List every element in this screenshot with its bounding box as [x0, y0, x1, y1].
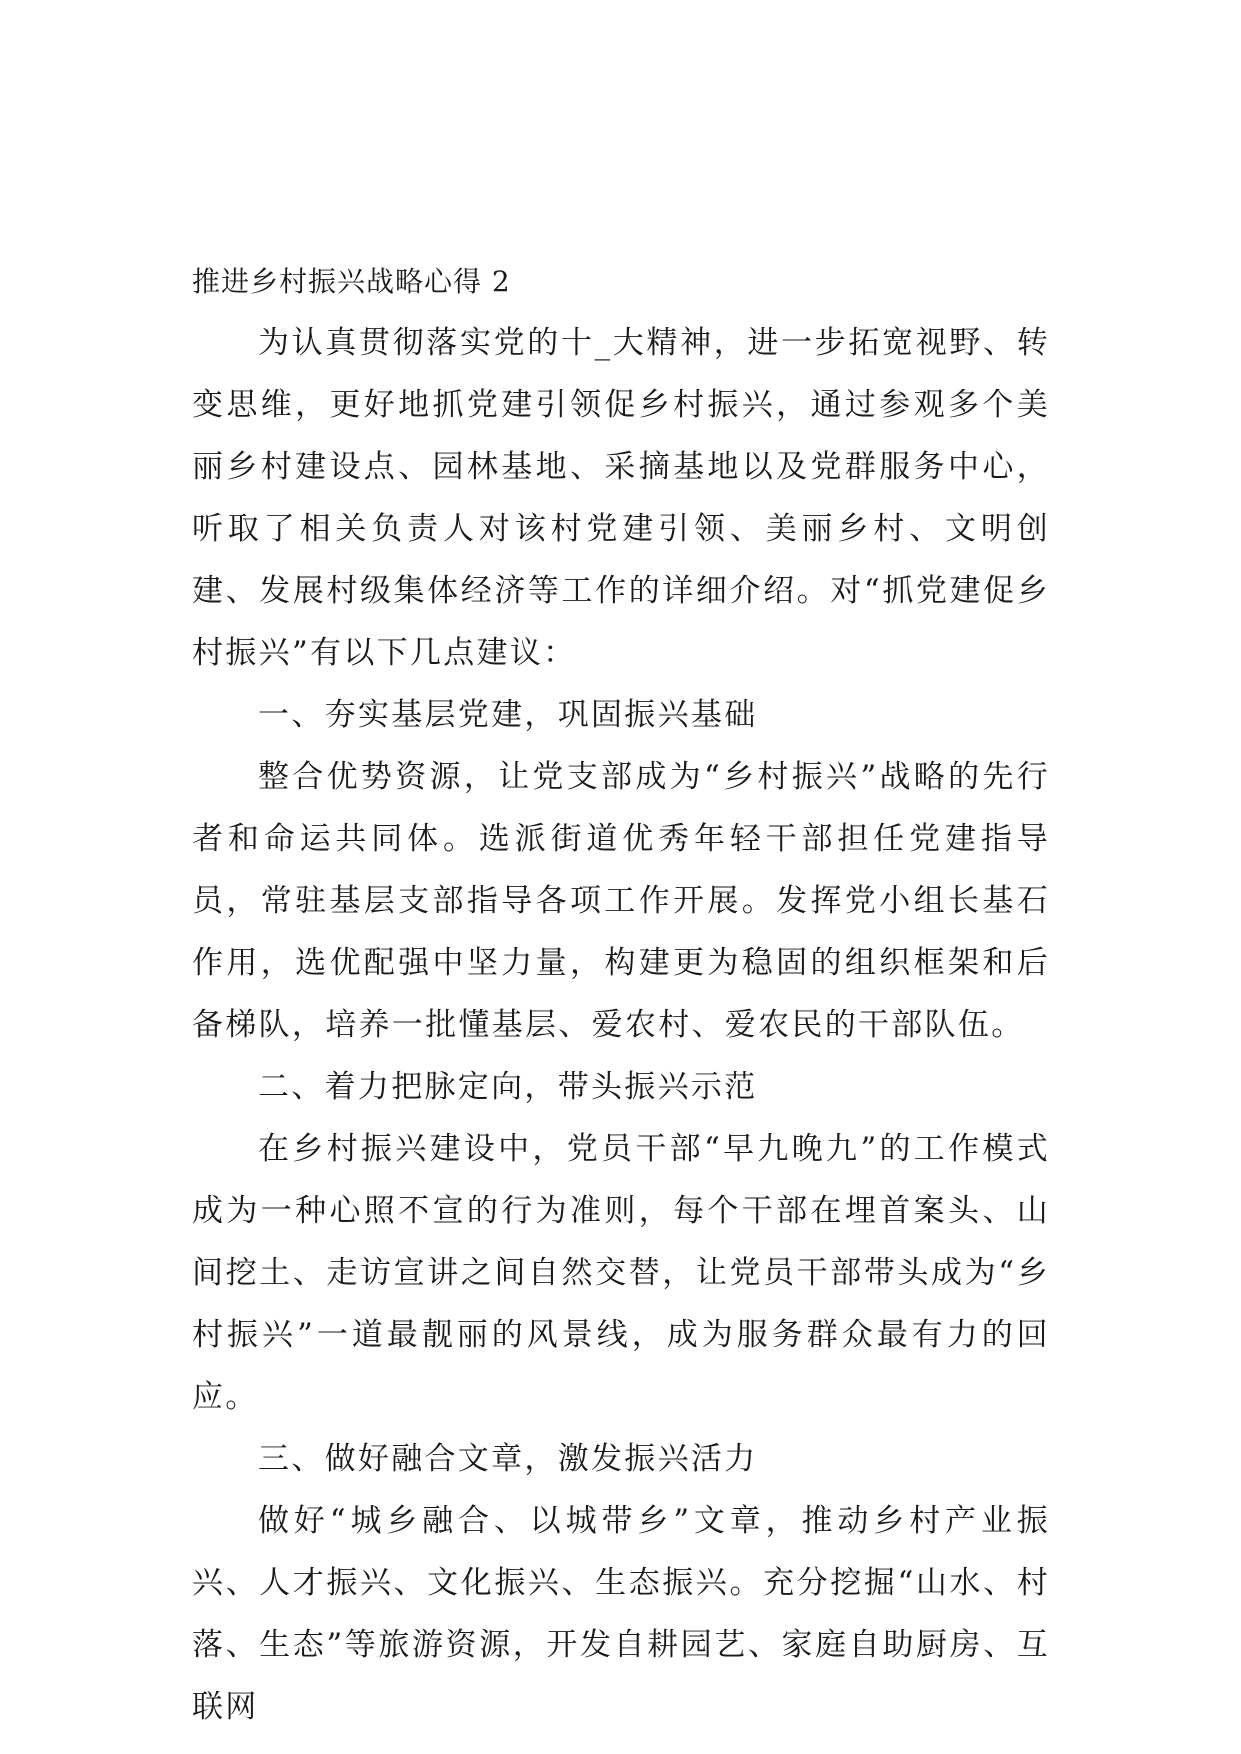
section-heading-2: 二、着力把脉定向，带头振兴示范 [258, 1069, 758, 1105]
section-3-paragraph: 做好“城乡融合、以城带乡”文章，推动乡村产业振兴、人才振兴、文化振兴、生态振兴。充分挖掘“山水、村落、生态”等旅游资源，开发自耕园艺、家庭自助厨房、互联网 [192, 1503, 1050, 1725]
section-1-paragraph: 整合优势资源，让党支部成为“乡村振兴”战略的先行者和命运共同体。选派街道优秀年轻干部担任党建指导员，常驻基层支部指导各项工作开展。发挥党小组长基石作用，选优配强中坚力量，构建更为稳固的组织框架和后备梯队，培养一批懂基层、爱农村、爱农民的干部队伍。 [192, 759, 1050, 1043]
intro-paragraph: 为认真贯彻落实党的十_大精神，进一步拓宽视野、转变思维，更好地抓党建引领促乡村振兴，通过参观多个美丽乡村建设点、园林基地、采摘基地以及党群服务中心，听取了相关负责人对该村党建引领、美丽乡村、文明创建、发展村级集体经济等工作的详细介绍。对“抓党建促乡村振兴”有以下几点建议： [192, 325, 1050, 671]
document-title: 推进乡村振兴战略心得 2 [192, 265, 511, 298]
section-2-paragraph: 在乡村振兴建设中，党员干部“早九晚九”的工作模式成为一种心照不宣的行为准则，每个干部在埋首案头、山间挖土、走访宣讲之间自然交替，让党员干部带头成为“乡村振兴”一道最靓丽的风景线，成为服务群众最有力的回应。 [192, 1131, 1050, 1415]
section-heading-3: 三、做好融合文章，激发振兴活力 [258, 1441, 758, 1477]
document-body [192, 252, 1050, 1738]
section-heading-1: 一、夯实基层党建，巩固振兴基础 [258, 697, 758, 733]
